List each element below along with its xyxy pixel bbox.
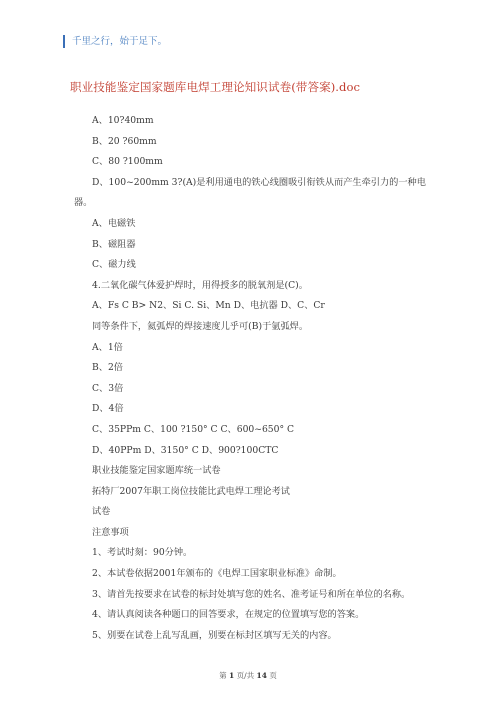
option-line: B、磁阻器 [92, 238, 136, 250]
footer-suffix: 页 [269, 671, 277, 680]
footer-page-number: 1 [229, 671, 235, 680]
option-line: C、磁力线 [92, 259, 136, 271]
option-line: D、4倍 [92, 403, 124, 415]
option-line: A、电磁铁 [92, 217, 136, 229]
page-footer [0, 670, 496, 681]
option-line: B、20 ?60mm [92, 135, 157, 147]
option-line: C、80 ?100mm [92, 156, 163, 168]
question-paragraph [74, 173, 434, 214]
header-accent-bar [63, 35, 65, 48]
question-text: D、100~200mm 3?(A)是利用通电的铁心线圈吸引衔铁从而产生牵引力的一种电器。 [74, 176, 426, 209]
option-line: B、2倍 [92, 362, 123, 374]
note-item: 2、本试卷依据2001年颁布的《电焊工国家职业标准》命制。 [92, 568, 342, 580]
footer-total-pages: 14 [256, 671, 267, 680]
note-paragraph [74, 585, 434, 606]
option-line: A、10?40mm [92, 115, 154, 126]
option-line: A、Fs C B> N2、Si C. Si、Mn D、电抗器 D、C、Cr [92, 300, 325, 312]
document-title: 职业技能鉴定国家题库电焊工理论知识试卷(带答案).doc [70, 80, 361, 94]
footer-mid: 页/共 [236, 671, 255, 680]
notes-heading: 注意事项 [92, 526, 129, 538]
option-line: C、3倍 [92, 382, 124, 394]
note-item: 4、请认真阅读各种题口的回答要求，在规定的位置填写您的答案。 [92, 609, 365, 621]
option-line: C、35PPm C、100 ?150° C C、600~650° C [92, 423, 295, 435]
footer-prefix: 第 [219, 671, 227, 680]
exam-heading: 职业技能鉴定国家题库统一试卷 [92, 465, 221, 477]
header-motto: 千里之行，始于足下。 [72, 36, 168, 47]
option-line: A、1倍 [92, 341, 123, 353]
document-body [74, 111, 434, 646]
exam-subheading: 拓特厂2007年职工岗位技能比武电焊工理论考试 [92, 485, 290, 497]
note-item: 1、考试时刻：90分钟。 [92, 547, 193, 559]
exam-label: 试卷 [92, 506, 111, 518]
question-line: 同等条件下，氦弧焊的焊接速度儿乎可(B)于氩弧焊。 [92, 320, 309, 332]
note-item-text: 3、请首先按要求在试卷的标封处填写您的姓名、准考证号和所在单位的名称。 [92, 588, 411, 600]
question-line: 4.二氧化碳气体爱护焊时，用得授多的脱氧剂是(C)。 [92, 279, 308, 291]
note-item: 5、别要在试卷上乱写乱画，别要在标封区填写无关的内容。 [92, 629, 337, 641]
option-line: D、40PPm D、3150° C D、900?100CTC [92, 444, 279, 456]
